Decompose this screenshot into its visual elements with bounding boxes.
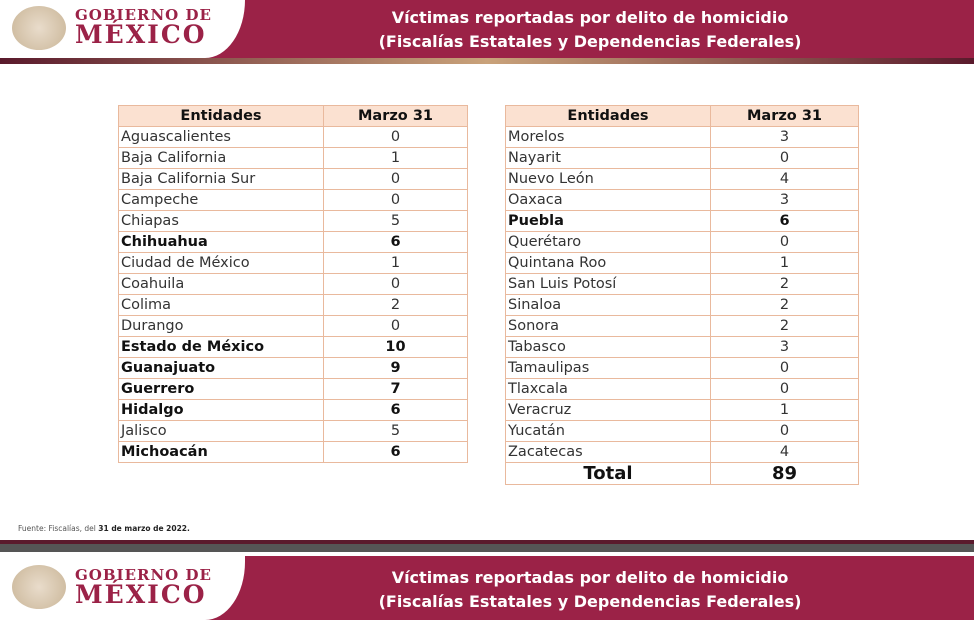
entity-value: 5 — [324, 211, 468, 232]
logo-gob-text: GOBIERNO DE — [75, 566, 212, 584]
total-row — [506, 463, 859, 485]
entity-value: 0 — [711, 421, 859, 442]
table-row — [119, 253, 468, 274]
entity-name: Tabasco — [506, 337, 711, 358]
entity-name: Estado de México — [119, 337, 324, 358]
gobierno-logo — [0, 0, 245, 58]
table-row — [119, 148, 468, 169]
entity-name: Tamaulipas — [506, 358, 711, 379]
entity-value: 6 — [324, 442, 468, 463]
col-header-marzo: Marzo 31 — [324, 106, 468, 127]
entity-name: Jalisco — [119, 421, 324, 442]
table-row — [506, 253, 859, 274]
entity-value: 4 — [711, 169, 859, 190]
entity-name: Chihuahua — [119, 232, 324, 253]
title-line-1: Víctimas reportadas por delito de homicidio — [391, 8, 789, 27]
entity-value: 2 — [711, 316, 859, 337]
entity-name: Aguascalientes — [119, 127, 324, 148]
total-label: Total — [506, 463, 711, 485]
entity-value: 6 — [324, 232, 468, 253]
table-row — [119, 190, 468, 211]
entity-value: 0 — [711, 148, 859, 169]
title-line-2: (Fiscalías Estatales y Dependencias Federales) — [378, 592, 802, 611]
entity-name: Oaxaca — [506, 190, 711, 211]
table-row — [119, 295, 468, 316]
entity-value: 0 — [324, 316, 468, 337]
entity-name: Querétaro — [506, 232, 711, 253]
entity-name: Coahuila — [119, 274, 324, 295]
entity-value: 1 — [711, 400, 859, 421]
logo-gob-text: GOBIERNO DE — [75, 6, 212, 24]
table-row — [506, 295, 859, 316]
entity-value: 2 — [324, 295, 468, 316]
gold-stripe — [0, 58, 974, 64]
title-line-2: (Fiscalías Estatales y Dependencias Federales) — [378, 32, 802, 51]
table-row — [119, 316, 468, 337]
entity-value: 7 — [324, 379, 468, 400]
entity-name: Campeche — [119, 190, 324, 211]
entity-name: Sinaloa — [506, 295, 711, 316]
table-row — [506, 169, 859, 190]
entity-value: 10 — [324, 337, 468, 358]
entity-name: Durango — [119, 316, 324, 337]
entity-name: Puebla — [506, 211, 711, 232]
col-header-entidades: Entidades — [506, 106, 711, 127]
entity-name: Nuevo León — [506, 169, 711, 190]
header-banner-2 — [0, 556, 974, 620]
logo-mexico-text: MÉXICO — [75, 20, 207, 49]
table-row — [119, 400, 468, 421]
col-header-marzo: Marzo 31 — [711, 106, 859, 127]
table-row — [119, 211, 468, 232]
entity-value: 1 — [324, 253, 468, 274]
table-left — [118, 105, 468, 463]
source-note — [18, 524, 190, 533]
entity-value: 9 — [324, 358, 468, 379]
entity-name: San Luis Potosí — [506, 274, 711, 295]
entity-name: Baja California Sur — [119, 169, 324, 190]
entity-name: Ciudad de México — [119, 253, 324, 274]
entity-value: 0 — [711, 358, 859, 379]
source-prefix: Fuente: Fiscalías, del — [18, 524, 99, 533]
entity-value: 1 — [324, 148, 468, 169]
entity-name: Baja California — [119, 148, 324, 169]
table-row — [119, 127, 468, 148]
entity-value: 1 — [711, 253, 859, 274]
entity-value: 3 — [711, 190, 859, 211]
table-row — [506, 211, 859, 232]
entity-name: Colima — [119, 295, 324, 316]
table-row — [119, 232, 468, 253]
col-header-entidades: Entidades — [119, 106, 324, 127]
header-banner — [0, 0, 974, 58]
table-row — [506, 232, 859, 253]
entity-value: 0 — [324, 169, 468, 190]
entity-value: 2 — [711, 274, 859, 295]
table-row — [506, 421, 859, 442]
gobierno-logo — [0, 556, 245, 620]
entity-name: Michoacán — [119, 442, 324, 463]
entity-value: 0 — [324, 190, 468, 211]
table-row — [119, 379, 468, 400]
entity-name: Hidalgo — [119, 400, 324, 421]
entity-name: Guanajuato — [119, 358, 324, 379]
entity-name: Quintana Roo — [506, 253, 711, 274]
seal-icon — [12, 565, 66, 609]
table-row — [506, 274, 859, 295]
entity-value: 2 — [711, 295, 859, 316]
entity-value: 6 — [324, 400, 468, 421]
table-row — [506, 316, 859, 337]
seal-icon — [12, 6, 66, 50]
entity-name: Yucatán — [506, 421, 711, 442]
table-row — [506, 337, 859, 358]
table-row — [119, 442, 468, 463]
table-row — [119, 169, 468, 190]
table-row — [506, 148, 859, 169]
entity-value: 0 — [711, 232, 859, 253]
entity-name: Guerrero — [119, 379, 324, 400]
logo-mexico-text: MÉXICO — [75, 580, 207, 609]
entity-name: Chiapas — [119, 211, 324, 232]
entity-name: Zacatecas — [506, 442, 711, 463]
entity-value: 3 — [711, 337, 859, 358]
slide-divider — [0, 540, 974, 552]
total-value: 89 — [711, 463, 859, 485]
entity-name: Nayarit — [506, 148, 711, 169]
entity-name: Sonora — [506, 316, 711, 337]
table-row — [506, 190, 859, 211]
table-row — [506, 400, 859, 421]
entity-name: Morelos — [506, 127, 711, 148]
entity-value: 4 — [711, 442, 859, 463]
table-row — [506, 379, 859, 400]
table-row — [119, 358, 468, 379]
title-line-1: Víctimas reportadas por delito de homicidio — [391, 568, 789, 587]
entity-name: Tlaxcala — [506, 379, 711, 400]
table-row — [506, 358, 859, 379]
entity-value: 5 — [324, 421, 468, 442]
source-date: 31 de marzo de 2022. — [98, 524, 190, 533]
table-row — [119, 421, 468, 442]
entity-value: 0 — [711, 379, 859, 400]
entity-value: 6 — [711, 211, 859, 232]
entity-name: Veracruz — [506, 400, 711, 421]
table-row — [506, 442, 859, 463]
table-row — [506, 127, 859, 148]
table-row — [119, 337, 468, 358]
entity-value: 0 — [324, 127, 468, 148]
entity-value: 3 — [711, 127, 859, 148]
entity-value: 0 — [324, 274, 468, 295]
table-right — [505, 105, 859, 485]
table-row — [119, 274, 468, 295]
